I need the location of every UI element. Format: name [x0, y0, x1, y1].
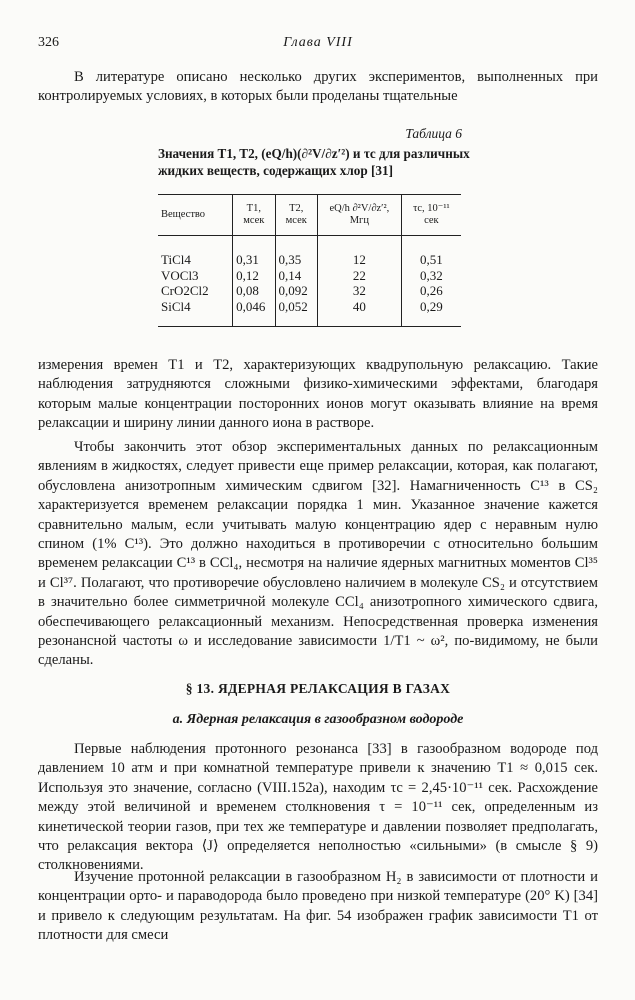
intro-paragraph: В литературе описано несколько других экспериментов, выполненных при контролируемых условиях, в которых были проделаны тщательные	[38, 69, 598, 105]
cell-quadrupole: 22	[317, 268, 401, 284]
cell-substance: TiCl4	[161, 252, 191, 267]
cell-t2: 0,14	[275, 268, 317, 284]
col-header-quadrupole: eQ/h ∂²V/∂z′², Мгц	[317, 195, 401, 236]
cell-substance: VOCl3	[161, 267, 199, 283]
cell-tau: 0,26	[401, 283, 461, 299]
cell-t2: 0,092	[275, 283, 317, 299]
table-row	[158, 236, 461, 268]
cell-t1: 0,046	[233, 299, 275, 327]
cell-t1: 0,12	[233, 268, 275, 284]
data-table	[158, 194, 461, 327]
cell-quadrupole: 40	[317, 299, 401, 327]
cell-t2: 0,35	[275, 236, 317, 268]
cell-t1: 0,08	[233, 283, 275, 299]
running-header	[38, 33, 598, 53]
col-header-t1: T1, мсек	[233, 195, 275, 236]
cell-tau: 0,51	[401, 236, 461, 268]
paragraph-proton-relaxation-h2: Изучение протонной релаксации в газообразном H₂ в зависимости от плотности и концентрации орто- и параводорода было проведено при низкой температуре (20° K) [34] и привело к следующим результатам. На фиг. 54 изображен график зависимости T1 от плотности для смеси	[38, 869, 598, 944]
col-header-substance: Вещество	[161, 209, 206, 220]
cell-t1: 0,31	[233, 236, 275, 268]
paragraph-quadrupole-measurements: измерения времен T1 и T2, характеризующих квадрупольную релаксацию. Такие наблюдения затрудняются сложными физико-химическими эффектами, благодаря которым малые концентрации посторонних ионов могут оказывать влияние на время релаксации и ширину линии данного иона в растворе.	[38, 357, 598, 432]
table-row	[158, 268, 461, 284]
subsection-heading: а. Ядерная релаксация в газообразном водороде	[172, 712, 464, 727]
paragraph-anisotropic-shift: Чтобы закончить этот обзор экспериментальных данных по релаксационным явлениям в жидкостях, следует привести еще пример релаксации, которая, как полагают, обусловлена анизотропным химическим сдвигом [32]. Намагниченность C¹³ в CS₂ характеризуется временем релаксации порядка 1 мин. Указанное значение кажется сравнительно малым, если учитывать малую концентрацию ядер с неравным нулю спином (1% C¹³). Это должно находиться в противоречии с относительно большим временем релаксации C¹³ в CCl₄, несмотря на наличие ядерных магнитных моментов Cl³⁵ и Cl³⁷. Полагают, что противоречие обусловлено наличием в молекуле CS₂ и отсутствием в значительно более симметричной молекуле CCl₄ анизотропного химического сдвига, обеспечивающего релаксационный механизм. Непосредственная проверка изменения резонансной частоты ω и исследование зависимости 1/T1 ~ ω², по-видимому, не были сделаны.	[38, 439, 598, 669]
col-header-t2: T2, мсек	[275, 195, 317, 236]
section-heading: § 13. ЯДЕРНАЯ РЕЛАКСАЦИЯ В ГАЗАХ	[185, 681, 451, 696]
cell-quadrupole: 12	[317, 236, 401, 268]
cell-tau: 0,29	[401, 299, 461, 327]
running-title: Глава VIII	[283, 35, 353, 50]
col-header-tau: τc, 10⁻¹¹ сек	[401, 195, 461, 236]
page-number: 326	[38, 35, 59, 50]
table-row	[158, 299, 461, 327]
table-label: Таблица 6	[405, 126, 462, 141]
table-caption: Значения T1, T2, (eQ/h)(∂²V/∂z′²) и τc для различных жидких веществ, содержащих хлор [31]	[158, 146, 470, 178]
table-header-row	[158, 195, 461, 236]
cell-t2: 0,052	[275, 299, 317, 327]
table-row	[158, 283, 461, 299]
cell-substance: CrO2Cl2	[161, 283, 209, 299]
cell-substance: SiCl4	[158, 299, 233, 327]
paragraph-proton-resonance: Первые наблюдения протонного резонанса [33] в газообразном водороде под давлением 10 атм и при комнатной температуре привели к значению T1 ≈ 0,015 сек. Используя это значение, согласно (VIII.152а), находим τc = 2,45·10⁻¹¹ сек. Расхождение между этой величиной и временем столкновения τ = 10⁻¹¹ сек, определенным из кинетической теории газов, при тех же температуре и давлении позволяет предполагать, что релаксация вектора ⟨J⟩ определяется неполностью «сильными» (в смысле § 9) столкновениями.	[38, 741, 598, 874]
cell-tau: 0,32	[401, 268, 461, 284]
cell-quadrupole: 32	[317, 283, 401, 299]
